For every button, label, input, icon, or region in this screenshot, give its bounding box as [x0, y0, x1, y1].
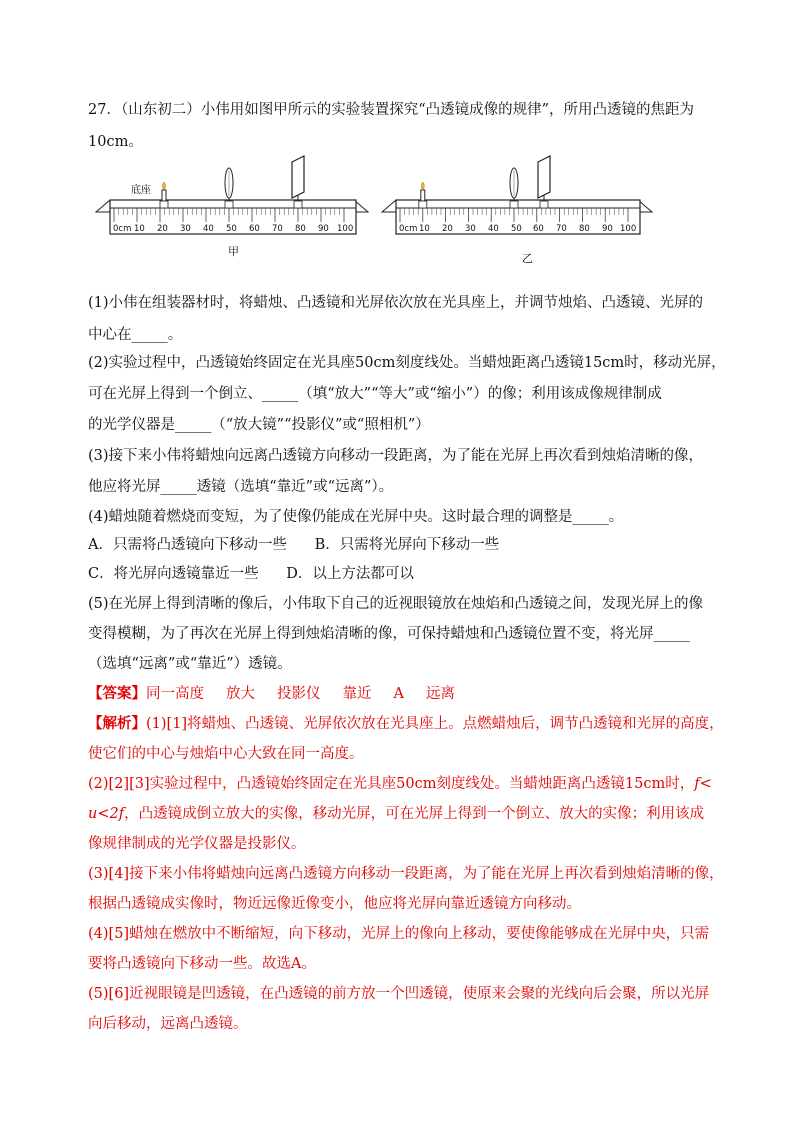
q2-line-1: (2)实验过程中，凸透镜始终固定在光具座50cm刻度线处。当蜡烛距离凸透镜15cm时，移动光屏，: [88, 355, 726, 371]
bench-left-label-50: 50: [226, 224, 237, 234]
analysis-line-2: 使它们的中心与烛焰中心大致在同一高度。: [88, 746, 364, 762]
q4-options-ab: A．只需将凸透镜向下移动一些 B．只需将光屏向下移动一些: [88, 537, 500, 553]
analysis-line-10: (5)[6]近视眼镜是凹透镜，在凸透镜的前方放一个凹透镜，使原来会聚的光线向后会聚，所以光屏: [88, 986, 710, 1002]
bench-left-label-100: 100: [337, 224, 354, 234]
bench-right: [382, 156, 652, 234]
analysis-line-1: [88, 714, 724, 734]
math-f: f: [694, 776, 700, 792]
bench-left-label-60: 60: [249, 224, 260, 234]
answer-value-3: 投影仪: [277, 686, 321, 702]
bench-right-label-100: 100: [620, 224, 637, 234]
candle-right: [419, 182, 427, 208]
bench-right-label-70: 70: [556, 224, 567, 234]
bench-right-label-90: 90: [602, 224, 613, 234]
q2-line-3: 的光学仪器是_____（“放大镜”“投影仪”或“照相机”）: [88, 417, 430, 433]
bench-left-label-40: 40: [203, 224, 214, 234]
analysis-line-4: [88, 804, 704, 824]
bench-right-label-60: 60: [533, 224, 544, 234]
q5-line-2: 变得模糊，为了再次在光屏上得到烛焰清晰的像，可保持蜡烛和凸透镜位置不变，将光屏_____: [88, 626, 690, 642]
math-lt-1: <: [699, 776, 712, 792]
bench-left-label-20: 20: [157, 224, 168, 234]
answer-value-2: 放大: [226, 686, 255, 702]
bench-left-label-70: 70: [272, 224, 283, 234]
answer-value-6: 远离: [425, 686, 455, 702]
answer-tag: 【答案】: [88, 685, 146, 702]
bench-right-label-0: 0cm: [399, 224, 418, 234]
bench-left-label-0: 0cm: [113, 224, 132, 234]
bench-right-label-20: 20: [442, 224, 453, 234]
q4-options-cd: C．将光屏向透镜靠近一些 D．以上方法都可以: [88, 566, 414, 582]
q5-line-1: (5)在光屏上得到清晰的像后，小伟取下自己的近视眼镜放在烛焰和凸透镜之间，发现光屏上的像: [88, 596, 704, 612]
analysis-line-3: [88, 774, 712, 794]
q5-line-3: （选填“远离”或“靠近”）透镜。: [88, 656, 292, 672]
q3-line-2: 他应将光屏_____透镜（选填“靠近”或“远离”）。: [88, 479, 394, 495]
analysis-line-11: 向后移动，远离凸透镜。: [88, 1016, 248, 1032]
q4-line-1: (4)蜡烛随着燃烧而变短，为了使像仍能成在光屏中央。这时最合理的调整是_____。: [88, 509, 624, 525]
caption-jia: 甲: [228, 245, 239, 258]
q3-line-1: (3)接下来小伟将蜡烛向远离凸透镜方向移动一段距离，为了能在光屏上再次看到烛焰清晰的像，: [88, 448, 704, 464]
bench-right-label-80: 80: [579, 224, 590, 234]
candle-left: [160, 182, 168, 208]
question-line-2: 10cm。: [88, 134, 143, 150]
answer-value-5: A: [393, 686, 404, 702]
analysis-line-9: 要将凸透镜向下移动一些。故选A。: [88, 956, 316, 972]
analysis-text-1: (1)[1]将蜡烛、凸透镜、光屏依次放在光具座上。点燃蜡烛后，调节凸透镜和光屏的高度，: [146, 716, 724, 732]
optical-bench-figure: [0, 150, 800, 290]
lens-left: [225, 168, 233, 208]
analysis-line-5: 像规律制成的光学仪器是投影仪。: [88, 836, 306, 852]
base-label: 底座: [131, 185, 151, 196]
bench-left-label-90: 90: [318, 224, 329, 234]
q1-line-2: 中心在_____。: [88, 327, 183, 343]
bench-right-label-50: 50: [511, 224, 522, 234]
analysis-text-3: (2)[2][3]实验过程中，凸透镜始终固定在光具座50cm刻度线处。当蜡烛距离凸透镜15cm时，: [88, 776, 695, 792]
answer-line: [88, 684, 455, 704]
question-line-1: 27．（山东初二）小伟用如图甲所示的实验装置探究“凸透镜成像的规律”，所用凸透镜的焦距为: [88, 102, 695, 118]
math-2f: 2f: [109, 806, 125, 822]
analysis-line-7: 根据凸透镜成实像时，物近远像近像变小，他应将光屏向靠近透镜方向移动。: [88, 896, 581, 912]
bench-left-label-10: 10: [134, 224, 145, 234]
bench-right-label-10: 10: [419, 224, 430, 234]
bench-left: [96, 156, 368, 234]
q2-line-2: 可在光屏上得到一个倒立、_____（填“放大”“等大”或“缩小”）的像；利用该成像规律制成: [88, 386, 662, 402]
math-u: u: [88, 806, 98, 822]
bench-left-label-30: 30: [180, 224, 191, 234]
q1-line-1: (1)小伟在组装器材时，将蜡烛、凸透镜和光屏依次放在光具座上，并调节烛焰、凸透镜、光屏的: [88, 295, 704, 311]
answer-value-4: 靠近: [342, 686, 372, 702]
math-lt-2: <: [97, 806, 110, 822]
bench-left-label-80: 80: [295, 224, 306, 234]
analysis-line-6: (3)[4]接下来小伟将蜡烛向远离凸透镜方向移动一段距离，为了能在光屏上再次看到烛焰清晰的像，: [88, 866, 724, 882]
caption-yi: 乙: [522, 252, 533, 265]
lens-right: [510, 168, 518, 208]
bench-right-label-30: 30: [465, 224, 476, 234]
bench-right-label-40: 40: [488, 224, 499, 234]
analysis-text-4: ，凸透镜成倒立放大的实像，移动光屏，可在光屏上得到一个倒立、放大的实像；利用该成: [124, 806, 705, 822]
analysis-line-8: (4)[5]蜡烛在燃放中不断缩短，向下移动，光屏上的像向上移动，要使像能够成在光屏中央，只需: [88, 926, 710, 942]
analysis-tag: 【解析】: [88, 715, 146, 732]
answer-value-1: 同一高度: [146, 686, 204, 702]
